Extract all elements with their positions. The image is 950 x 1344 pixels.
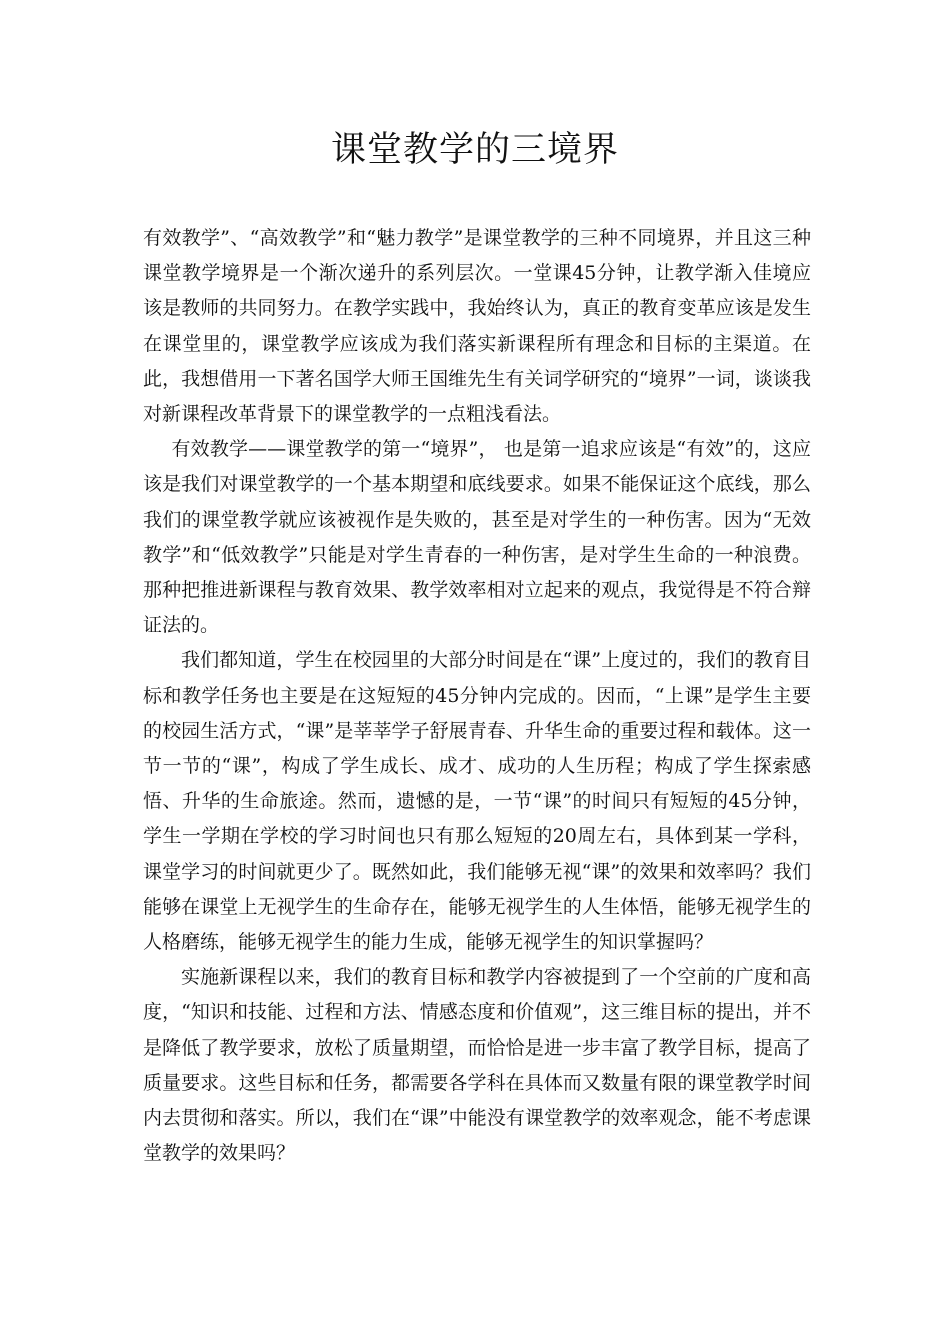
paragraph-intro: 有效教学”、“高效教学”和“魅力教学”是课堂教学的三种不同境界，并且这三种课堂教学境界是一个渐次递升的系列层次。一堂课45分钟，让教学渐入佳境应该是教师的共同努力。在教学实践中，我始终认为，真正的教育变革应该是发生在课堂里的，课堂教学应该成为我们落实新课程所有理念和目标的主渠道。在此，我想借用一下著名国学大师王国维先生有关词学研究的“境界”一词，谈谈我对新课程改革背景下的课堂教学的一点粗浅看法。	[143, 227, 811, 426]
paragraph-effective-teaching: 有效教学——课堂教学的第一“境界”， 也是第一追求应该是“有效”的，这应该是我们对课堂教学的一个基本期望和底线要求。如果不能保证这个底线，那么我们的课堂教学就应该被视作是失败的，甚至是对学生的一种伤害。因为“无效教学”和“低效教学”只能是对学生青春的一种伤害，是对学生生命的一种浪费。那种把推进新课程与教育效果、教学效率相对立起来的观点，我觉得是不符合辩证法的。	[143, 438, 811, 637]
paragraph-class-time: 我们都知道，学生在校园里的大部分时间是在“课”上度过的，我们的教育目标和教学任务也主要是在这短短的45分钟内完成的。因而，“上课”是学生主要的校园生活方式，“课”是莘莘学子舒展青春、升华生命的重要过程和载体。这一节一节的“课”，构成了学生成长、成才、成功的人生历程；构成了学生探索感悟、升华的生命旅途。然而，遗憾的是，一节“课”的时间只有短短的45分钟，学生一学期在学校的学习时间也只有那么短短的20周左右，具体到某一学科，课堂学习的时间就更少了。既然如此，我们能够无视“课”的效果和效率吗？我们能够在课堂上无视学生的生命存在，能够无视学生的人生体悟，能够无视学生的人格磨练，能够无视学生的能力生成，能够无视学生的知识掌握吗？	[143, 649, 811, 954]
paragraph-new-curriculum: 实施新课程以来，我们的教育目标和教学内容被提到了一个空前的广度和高度，“知识和技能、过程和方法、情感态度和价值观”，这三维目标的提出，并不是降低了教学要求，放松了质量期望，而恰恰是进一步丰富了教学目标，提高了质量要求。这些目标和任务，都需要各学科在具体而又数量有限的课堂教学时间内去贯彻和落实。所以，我们在“课”中能没有课堂教学的效率观念，能不考虑课堂教学的效果吗？	[143, 966, 811, 1165]
document-title: 课堂教学的三境界	[330, 130, 619, 170]
document-body	[143, 221, 811, 1171]
